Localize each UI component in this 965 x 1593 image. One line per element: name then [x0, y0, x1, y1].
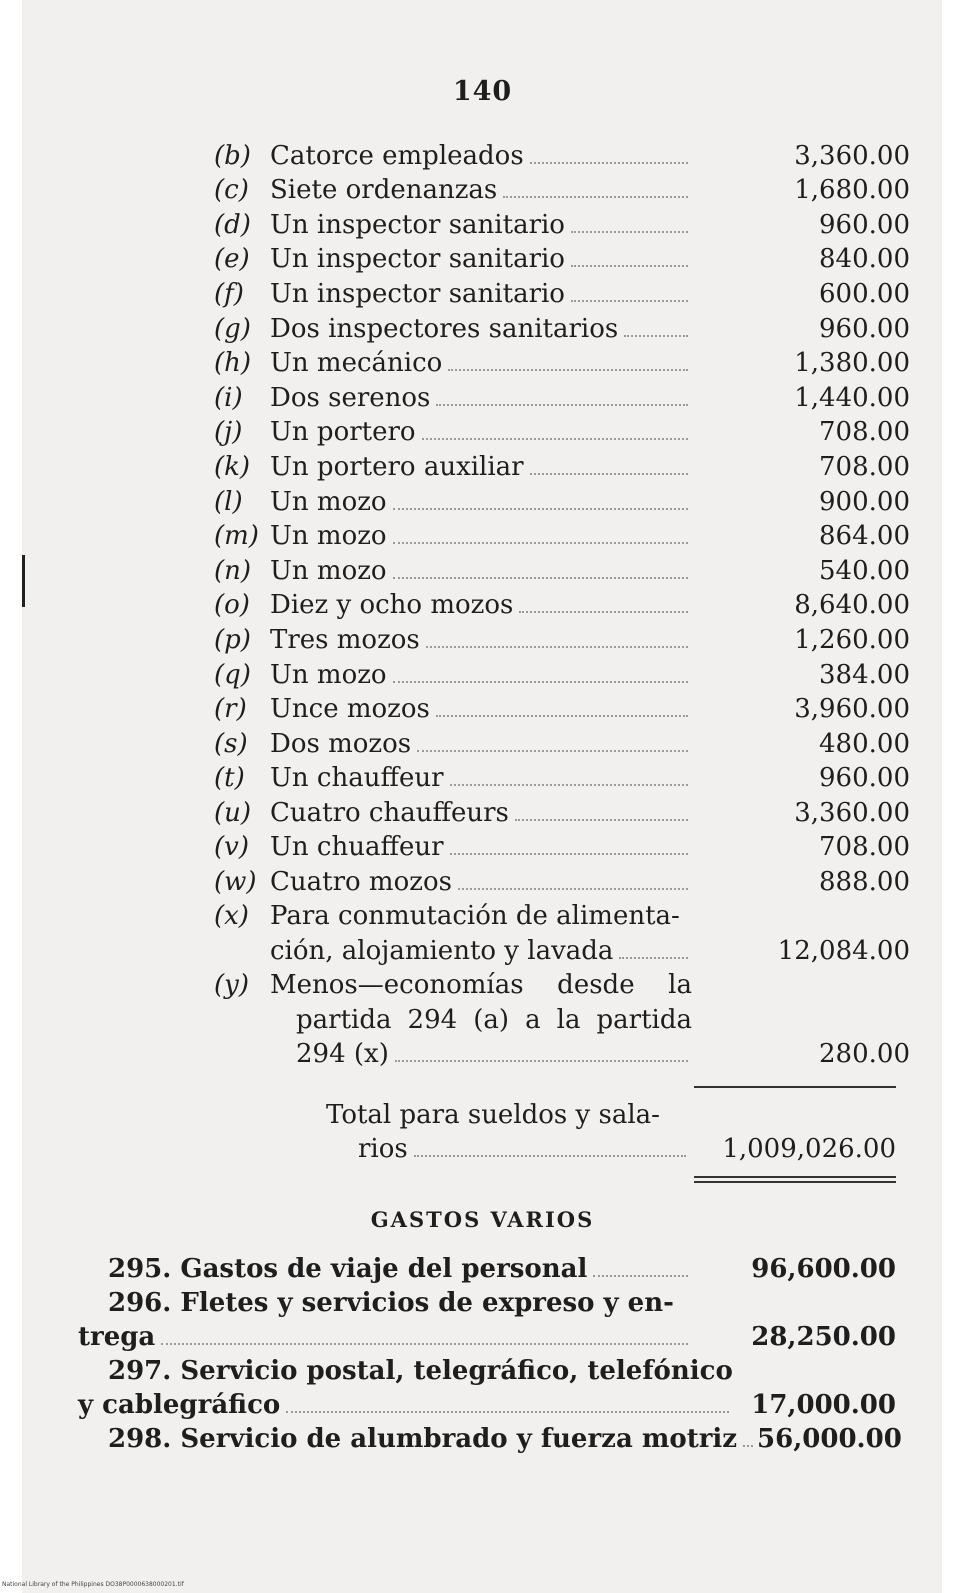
salary-item — [214, 657, 910, 692]
item-label: Tres mozos — [270, 624, 420, 655]
dot-leader — [417, 750, 688, 752]
total-line1: Total para sueldos y sala- — [326, 1100, 660, 1130]
dot-leader — [450, 784, 688, 786]
salary-item — [214, 622, 910, 657]
item-label: Cuatro chauffeurs — [270, 797, 509, 828]
total-salaries — [326, 1098, 896, 1166]
gasto-text — [78, 1422, 757, 1456]
dot-leader — [515, 819, 688, 821]
item-amount: 960.00 — [819, 313, 910, 344]
salary-item — [214, 726, 910, 761]
dot-leader — [450, 853, 688, 855]
item-amount: 3,360.00 — [794, 140, 910, 171]
item-key: (s) — [214, 728, 248, 759]
dot-leader — [571, 265, 688, 267]
item-x-text — [270, 899, 692, 968]
dot-leader — [743, 1445, 753, 1447]
item-label: Unce mozos — [270, 694, 430, 725]
salary-item — [214, 207, 910, 242]
item-key: (t) — [214, 763, 245, 794]
item-amount: 840.00 — [819, 244, 910, 275]
salary-item — [214, 276, 910, 311]
item-label: Un portero — [270, 417, 416, 448]
item-amount: 540.00 — [819, 555, 910, 586]
gasto-item — [78, 1286, 896, 1354]
item-label-wrap — [270, 588, 692, 622]
item-amount: 600.00 — [819, 278, 910, 309]
gasto-line1: 298. Servicio de alumbrado y fuerza motriz — [108, 1424, 738, 1454]
total-double-rule — [694, 1176, 896, 1183]
gasto-line2-wrap — [78, 1388, 733, 1422]
salary-item — [214, 692, 910, 727]
dot-leader — [593, 1275, 688, 1277]
gastos-varios-list — [78, 1252, 902, 1456]
total-amount: 1,009,026.00 — [722, 1134, 896, 1164]
total-line1-row — [326, 1098, 896, 1132]
gasto-item — [78, 1354, 896, 1422]
total-line2: rios — [358, 1134, 408, 1164]
salary-item — [214, 519, 910, 554]
item-y-line1 — [270, 968, 692, 1003]
item-label: Siete ordenanzas — [270, 175, 498, 206]
item-label: Un portero auxiliar — [270, 451, 524, 482]
item-key: (p) — [214, 624, 251, 655]
gasto-line2-wrap — [78, 1320, 692, 1354]
item-label-wrap — [270, 761, 692, 795]
item-amount: 960.00 — [819, 763, 910, 794]
salary-item-x — [214, 899, 910, 968]
item-amount: 3,360.00 — [794, 797, 910, 828]
item-x-line2: ción, alojamiento y lavada — [270, 935, 614, 966]
item-key: (v) — [214, 832, 249, 863]
salary-item-y — [214, 968, 910, 1072]
salary-items-list — [214, 138, 910, 1072]
item-key: (g) — [214, 313, 251, 344]
item-y-line3: 294 (x) — [296, 1039, 389, 1070]
item-key: (n) — [214, 555, 252, 586]
item-amount: 480.00 — [819, 728, 910, 759]
gasto-line2: trega — [78, 1322, 156, 1352]
item-y-word: (a) — [473, 1004, 510, 1035]
gasto-line2: y cablegráfico — [78, 1390, 281, 1420]
item-key: (i) — [214, 382, 243, 413]
gasto-text — [78, 1252, 692, 1286]
page-number: 140 — [452, 76, 513, 107]
salary-item — [214, 795, 910, 830]
item-amount: 708.00 — [819, 832, 910, 863]
dot-leader — [571, 300, 688, 302]
item-x-line1: Para conmutación de alimenta- — [270, 901, 680, 932]
item-label: Catorce empleados — [270, 140, 524, 171]
item-amount: 864.00 — [819, 521, 910, 552]
gasto-text — [78, 1354, 733, 1422]
salary-item — [214, 484, 910, 519]
salary-item — [214, 242, 910, 277]
dot-leader — [426, 646, 688, 648]
item-y-line2 — [270, 1003, 692, 1038]
item-label: Cuatro mozos — [270, 867, 452, 898]
dot-leader — [422, 438, 688, 440]
dot-leader — [393, 577, 688, 579]
salary-item — [214, 864, 910, 899]
gasto-line1-wrap — [78, 1422, 757, 1456]
item-key: (f) — [214, 278, 244, 309]
salary-item — [214, 830, 910, 865]
item-y-text — [270, 968, 692, 1072]
dot-leader — [414, 1155, 686, 1157]
dot-leader — [448, 369, 688, 371]
dot-leader — [393, 508, 688, 510]
gasto-item — [78, 1252, 896, 1286]
gasto-line1: 295. Gastos de viaje del personal — [108, 1254, 588, 1284]
item-label-wrap — [270, 242, 692, 276]
item-label: Un inspector sanitario — [270, 209, 565, 240]
item-key: (e) — [214, 244, 250, 275]
item-label-wrap — [270, 173, 692, 207]
item-amount: 1,380.00 — [794, 348, 910, 379]
salary-item — [214, 449, 910, 484]
item-label: Dos serenos — [270, 382, 431, 413]
dot-leader — [571, 231, 688, 233]
item-y-word: la — [556, 1004, 581, 1035]
item-amount: 8,640.00 — [794, 590, 910, 621]
item-label-wrap — [270, 450, 692, 484]
item-amount: 384.00 — [819, 659, 910, 690]
item-y-word: 294 — [407, 1004, 458, 1035]
gasto-amount: 28,250.00 — [751, 1322, 896, 1352]
item-key: (d) — [214, 209, 251, 240]
item-label: Un mozo — [270, 555, 387, 586]
gasto-line1-wrap — [78, 1252, 692, 1286]
item-amount: 708.00 — [819, 451, 910, 482]
item-label: Un inspector sanitario — [270, 278, 565, 309]
item-key: (w) — [214, 867, 257, 898]
salary-item — [214, 138, 910, 173]
item-amount: 12,084.00 — [777, 935, 910, 966]
gasto-line1: 297. Servicio postal, telegráfico, telefónico — [108, 1356, 733, 1386]
item-label: Dos inspectores sanitarios — [270, 313, 619, 344]
gasto-item — [78, 1422, 902, 1456]
item-label: Dos mozos — [270, 728, 412, 759]
dot-leader — [286, 1411, 729, 1413]
salary-items-body — [214, 138, 910, 899]
item-amount: 960.00 — [819, 209, 910, 240]
item-key: (m) — [214, 521, 259, 552]
item-key: (x) — [214, 901, 249, 932]
item-y-line3-wrap — [270, 1037, 692, 1072]
item-y-word: partida — [296, 1004, 392, 1035]
item-y-word: Menos—economías — [270, 970, 524, 1001]
salary-item — [214, 553, 910, 588]
item-label: Un mozo — [270, 521, 387, 552]
gasto-amount: 56,000.00 — [757, 1424, 902, 1454]
dot-leader — [503, 196, 688, 198]
item-label-wrap — [270, 277, 692, 311]
dot-leader — [436, 715, 688, 717]
item-label-wrap — [270, 796, 692, 830]
salary-item — [214, 761, 910, 796]
dot-leader — [395, 1060, 688, 1062]
salary-item — [214, 173, 910, 208]
gasto-text — [78, 1286, 692, 1354]
item-y-word: la — [668, 970, 692, 1001]
item-label: Un mozo — [270, 659, 387, 690]
subtotal-rule — [694, 1086, 896, 1088]
item-label-wrap — [270, 727, 692, 761]
item-label-wrap — [270, 658, 692, 692]
item-key: (u) — [214, 797, 252, 828]
dot-leader — [619, 957, 688, 959]
item-key: (j) — [214, 417, 243, 448]
item-key: (b) — [214, 140, 251, 171]
item-amount: 888.00 — [819, 867, 910, 898]
item-key: (o) — [214, 590, 250, 621]
item-label: Un chauffeur — [270, 763, 444, 794]
gasto-amount: 17,000.00 — [751, 1390, 896, 1420]
item-label-wrap — [270, 623, 692, 657]
item-x-line2-wrap — [270, 934, 692, 969]
dot-leader — [519, 611, 688, 613]
item-label-wrap — [270, 208, 692, 242]
item-key: (q) — [214, 659, 251, 690]
item-key: (h) — [214, 348, 252, 379]
dot-leader — [624, 335, 688, 337]
item-label: Un inspector sanitario — [270, 244, 565, 275]
item-amount: 1,440.00 — [794, 382, 910, 413]
salary-item — [214, 380, 910, 415]
item-label-wrap — [270, 865, 692, 899]
item-key: (k) — [214, 451, 251, 482]
dot-leader — [393, 681, 688, 683]
total-line2-row — [326, 1132, 896, 1166]
item-label-wrap — [270, 346, 692, 380]
item-label-wrap — [270, 830, 692, 864]
item-label-wrap — [270, 485, 692, 519]
item-label-wrap — [270, 312, 692, 346]
dot-leader — [530, 473, 688, 475]
salary-item — [214, 311, 910, 346]
scan-footer: National Library of the Philippines DO38P0000638000201.tif — [2, 1581, 184, 1588]
item-label: Un mecánico — [270, 348, 443, 379]
item-y-word: desde — [557, 970, 635, 1001]
item-label: Diez y ocho mozos — [270, 590, 514, 621]
gasto-line1: 296. Fletes y servicios de expreso y en- — [108, 1288, 674, 1318]
salary-item — [214, 588, 910, 623]
total-label-wrap — [326, 1132, 690, 1166]
item-key: (c) — [214, 175, 249, 206]
dot-leader — [458, 888, 688, 890]
item-amount: 1,680.00 — [794, 175, 910, 206]
item-label: Un chuaffeur — [270, 832, 444, 863]
gasto-amount: 96,600.00 — [751, 1254, 896, 1284]
dot-leader — [393, 542, 688, 544]
item-amount: 900.00 — [819, 486, 910, 517]
item-amount: 708.00 — [819, 417, 910, 448]
item-amount: 280.00 — [819, 1039, 910, 1070]
item-label: Un mozo — [270, 486, 387, 517]
scan-edge-mark — [22, 555, 25, 607]
item-y-word: partida — [596, 1004, 692, 1035]
dot-leader — [161, 1343, 688, 1345]
dot-leader — [530, 162, 688, 164]
item-label-wrap — [270, 692, 692, 726]
salary-item — [214, 415, 910, 450]
item-key: (l) — [214, 486, 243, 517]
item-label-wrap — [270, 139, 692, 173]
dot-leader — [436, 404, 688, 406]
item-key: (r) — [214, 694, 247, 725]
item-amount: 1,260.00 — [794, 624, 910, 655]
salary-item — [214, 346, 910, 381]
item-key: (y) — [214, 970, 249, 1001]
item-label-wrap — [270, 415, 692, 449]
item-y-word: a — [525, 1004, 541, 1035]
item-label-wrap — [270, 381, 692, 415]
section-heading: GASTOS VARIOS — [370, 1207, 595, 1232]
item-amount: 3,960.00 — [794, 694, 910, 725]
item-label-wrap — [270, 554, 692, 588]
item-label-wrap — [270, 519, 692, 553]
